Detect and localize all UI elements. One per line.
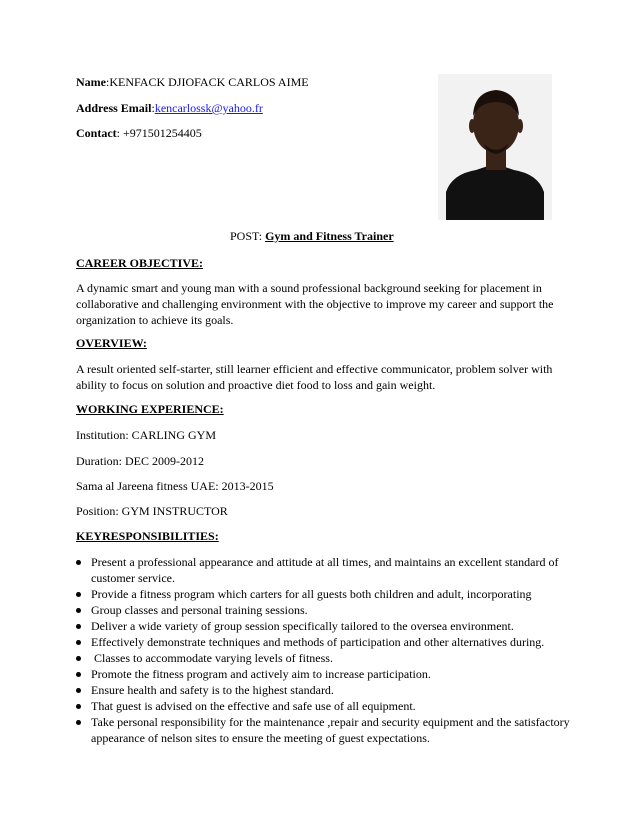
overview-line: ability to focus on solution and proactive diet food to loss and gain weight. xyxy=(76,378,436,392)
profile-photo xyxy=(438,74,552,220)
bullet-icon xyxy=(76,608,81,613)
list-item: Provide a fitness program which carters for all guests both children and adult, incorporating xyxy=(76,586,566,602)
name-line: Name:KENFACK DJIOFACK CARLOS AIME xyxy=(76,75,309,89)
list-item: Effectively demonstrate techniques and methods of participation and other alternatives during. xyxy=(76,634,566,650)
institution-line: Institution: CARLING GYM xyxy=(76,428,217,442)
list-item: Classes to accommodate varying levels of fitness. xyxy=(76,650,566,666)
bullet-icon xyxy=(76,656,81,661)
bullet-icon xyxy=(76,672,81,677)
bullet-icon xyxy=(76,720,81,725)
career-objective-line: collaborative and challenging environment with the objective to improve my career and support the xyxy=(76,297,554,311)
career-objective-line: A dynamic smart and young man with a sound professional background seeking for placement in xyxy=(76,281,542,295)
name-label: Name xyxy=(76,75,106,89)
overview-heading: OVERVIEW: xyxy=(76,336,147,350)
contact-value: +971501254405 xyxy=(123,126,202,140)
bullet-icon xyxy=(76,704,81,709)
bullet-icon xyxy=(76,592,81,597)
list-item: Promote the fitness program and actively aim to increase participation. xyxy=(76,666,566,682)
career-objective-line: organization to achieve its goals. xyxy=(76,313,234,327)
person-portrait-icon xyxy=(438,74,552,220)
second-job-line: Sama al Jareena fitness UAE: 2013-2015 xyxy=(76,479,274,493)
contact-label: Contact xyxy=(76,126,117,140)
list-item: Group classes and personal training sessions. xyxy=(76,602,566,618)
contact-line: Contact: +971501254405 xyxy=(76,126,202,140)
email-label: Address Email xyxy=(76,101,152,115)
post-label: POST: xyxy=(230,229,263,243)
responsibilities-list xyxy=(76,554,570,746)
bullet-icon xyxy=(76,640,81,645)
email-link[interactable]: kencarlossk@yahoo.fr xyxy=(154,101,263,115)
overview-line: A result oriented self-starter, still learner efficient and effective communicator, problem solver with xyxy=(76,362,553,376)
list-item: Take personal responsibility for the maintenance ,repair and security equipment and the satisfactory appearance of nelson sites to ensure the meeting of guest expectations. xyxy=(76,714,566,746)
key-responsibilities-heading: KEYRESPONSIBILITIES: xyxy=(76,529,219,543)
bullet-icon xyxy=(76,624,81,629)
list-item: Present a professional appearance and attitude at all times, and maintains an excellent standard of customer service. xyxy=(76,554,566,586)
working-experience-heading: WORKING EXPERIENCE: xyxy=(76,402,224,416)
post-value: Gym and Fitness Trainer xyxy=(265,229,394,243)
bullet-icon xyxy=(76,560,81,565)
position-line: Position: GYM INSTRUCTOR xyxy=(76,504,228,518)
post-line xyxy=(230,228,394,244)
list-item: Ensure health and safety is to the highest standard. xyxy=(76,682,566,698)
list-item: Deliver a wide variety of group session specifically tailored to the oversea environment. xyxy=(76,618,566,634)
bullet-icon xyxy=(76,688,81,693)
name-value: KENFACK DJIOFACK CARLOS AIME xyxy=(109,75,309,89)
career-objective-text xyxy=(76,280,554,328)
career-objective-heading: CAREER OBJECTIVE: xyxy=(76,256,204,270)
overview-text xyxy=(76,361,553,393)
list-item: That guest is advised on the effective and safe use of all equipment. xyxy=(76,698,566,714)
email-line: Address Email:kencarlossk@yahoo.fr xyxy=(76,101,263,115)
duration-line: Duration: DEC 2009-2012 xyxy=(76,454,204,468)
